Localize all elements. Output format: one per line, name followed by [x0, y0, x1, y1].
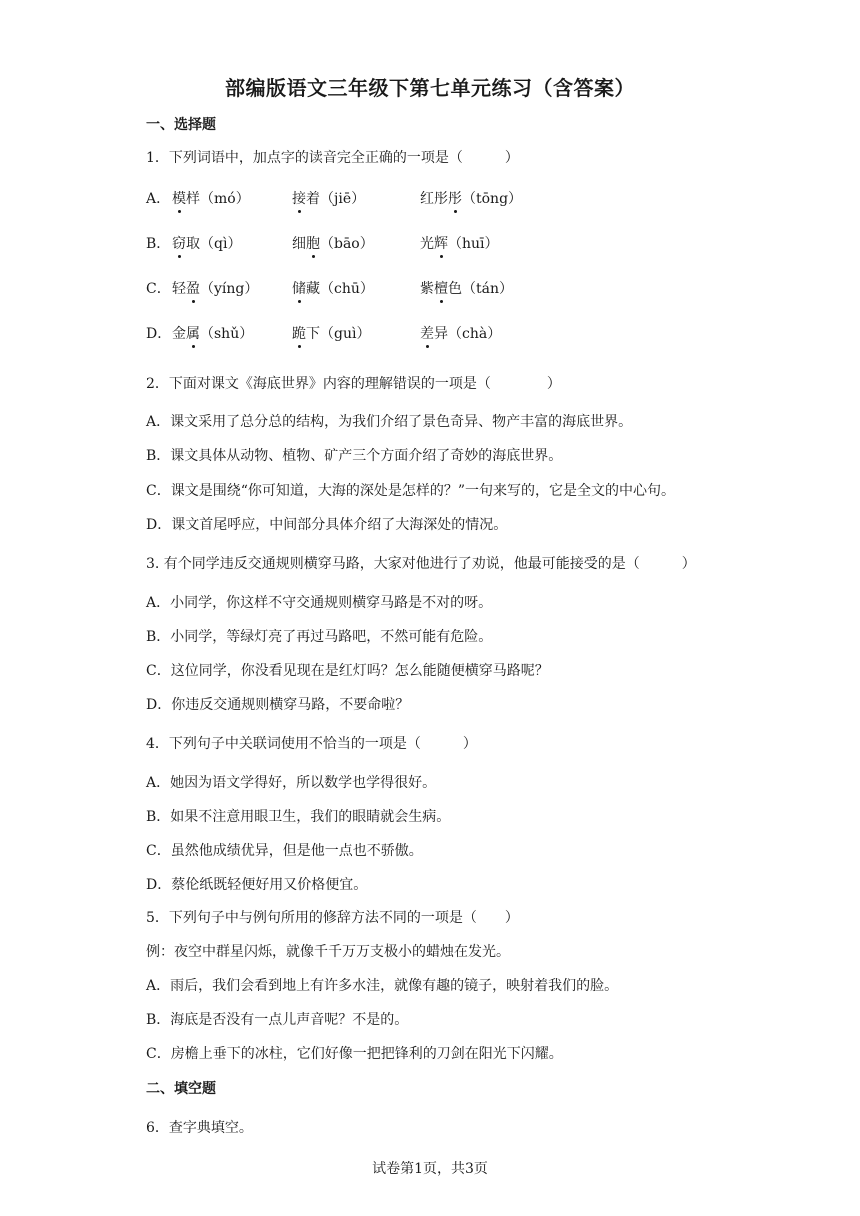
- question-1-option-d-word-3: 差异（chà）: [420, 323, 501, 343]
- question-1-option-c-word-3: 紫檀色（tán）: [420, 278, 513, 298]
- question-4-stem: 4．下列句子中关联词使用不恰当的一项是（ ）: [146, 736, 477, 752]
- emphasis-dot-char: 辉: [434, 233, 448, 253]
- question-1-option-a-word-2: 接着（jiē）: [292, 188, 365, 208]
- question-1-option-b-label: B．: [146, 236, 171, 252]
- emphasis-dot-char: 差: [420, 323, 434, 343]
- question-1-option-b-word-2: 细胞（bāo）: [292, 233, 374, 253]
- question-1-option-d-word-2: 跪下（guì）: [292, 323, 370, 343]
- page-title: 部编版语文三年级下第七单元练习（含答案）: [225, 76, 635, 100]
- emphasis-dot-char: 跪: [292, 323, 306, 343]
- question-1-option-b-word-1: 窃取（qì）: [172, 233, 241, 253]
- question-3-option-d: D．你违反交通规则横穿马路，不要命啦？: [146, 697, 410, 713]
- question-1-stem: 1．下列词语中，加点字的读音完全正确的一项是（ ）: [146, 150, 519, 166]
- question-4-option-d: D．蔡伦纸既轻便好用又价格便宜。: [146, 877, 368, 893]
- emphasis-dot-char: 窃: [172, 233, 186, 253]
- question-3-stem: 3. 有个同学违反交通规则横穿马路，大家对他进行了劝说，他最可能接受的是（ ）: [146, 556, 696, 572]
- emphasis-dot-char: 储: [292, 278, 306, 298]
- question-4-option-b: B．如果不注意用眼卫生，我们的眼睛就会生病。: [146, 809, 451, 825]
- question-1-option-c-label: C．: [146, 281, 171, 297]
- question-5-option-c: C．房檐上垂下的冰柱，它们好像一把把锋利的刀剑在阳光下闪耀。: [146, 1046, 563, 1062]
- emphasis-dot-char: 檀: [434, 278, 448, 298]
- question-1-option-b-word-3: 光辉（huī）: [420, 233, 499, 253]
- emphasis-dot-char: 彤: [448, 188, 462, 208]
- question-5-example: 例：夜空中群星闪烁，就像千千万万支极小的蜡烛在发光。: [146, 944, 510, 960]
- question-1-option-a-label: A．: [146, 191, 171, 207]
- question-5-stem: 5．下列句子中与例句所用的修辞方法不同的一项是（ ）: [146, 910, 519, 926]
- section-heading-choice: 一、选择题: [146, 117, 216, 133]
- section-heading-fill: 二、填空题: [146, 1081, 216, 1097]
- question-1-option-d-label: D．: [146, 326, 172, 342]
- question-2-stem: 2．下面对课文《海底世界》内容的理解错误的一项是（ ）: [146, 376, 561, 392]
- emphasis-dot-char: 属: [186, 323, 200, 343]
- question-5-option-a: A．雨后，我们会看到地上有许多水洼，就像有趣的镜子，映射着我们的脸。: [146, 978, 619, 994]
- question-4-option-c: C．虽然他成绩优异，但是他一点也不骄傲。: [146, 843, 423, 859]
- question-2-option-d: D．课文首尾呼应，中间部分具体介绍了大海深处的情况。: [146, 517, 508, 533]
- question-4-option-a: A．她因为语文学得好，所以数学也学得很好。: [146, 775, 437, 791]
- question-1-option-a-word-1: 模样（mó）: [172, 188, 250, 208]
- question-3-option-c: C．这位同学，你没看见现在是红灯吗？怎么能随便横穿马路呢？: [146, 663, 549, 679]
- question-2-option-b: B．课文具体从动物、植物、矿产三个方面介绍了奇妙的海底世界。: [146, 448, 563, 464]
- question-1-option-c-word-1: 轻盈（yíng）: [172, 278, 258, 298]
- emphasis-dot-char: 模: [172, 188, 186, 208]
- question-1-option-a-word-3: 红彤彤（tōng）: [420, 188, 522, 208]
- question-3-option-b: B．小同学，等绿灯亮了再过马路吧，不然可能有危险。: [146, 629, 493, 645]
- emphasis-dot-char: 胞: [306, 233, 320, 253]
- question-2-option-c: C．课文是围绕“你可知道，大海的深处是怎样的？”一句来写的，它是全文的中心句。: [146, 483, 676, 499]
- question-3-option-a: A．小同学，你这样不守交通规则横穿马路是不对的呀。: [146, 595, 493, 611]
- page-footer: 试卷第1页，共3页: [372, 1161, 488, 1177]
- question-1-option-c-word-2: 储藏（chū）: [292, 278, 374, 298]
- emphasis-dot-char: 盈: [186, 278, 200, 298]
- question-5-option-b: B．海底是否没有一点儿声音呢？不是的。: [146, 1012, 409, 1028]
- question-1-option-d-word-1: 金属（shǔ）: [172, 323, 253, 343]
- emphasis-dot-char: 接: [292, 188, 306, 208]
- question-2-option-a: A．课文采用了总分总的结构，为我们介绍了景色奇异、物产丰富的海底世界。: [146, 414, 633, 430]
- question-6-stem: 6．查字典填空。: [146, 1120, 253, 1136]
